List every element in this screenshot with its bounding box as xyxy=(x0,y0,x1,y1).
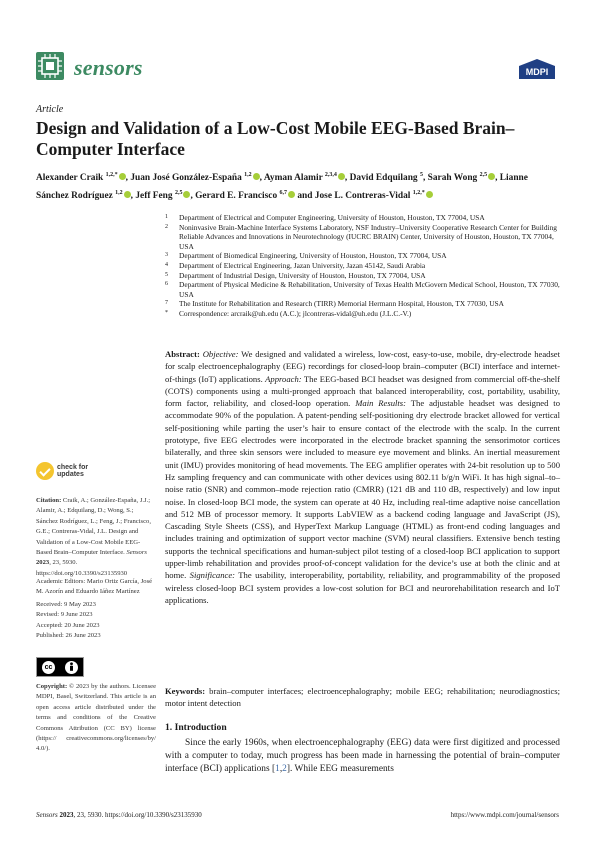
intro-text-b: ]. While EEG measurements xyxy=(286,763,394,774)
author-affiliation-marks: 5 xyxy=(419,172,423,178)
author-affiliation-marks: 1,2 xyxy=(244,172,252,178)
keywords-text: brain–computer interfaces; electroencephalography; mobile EEG; rehabilitation; neurodiagnostics; motor intent detection xyxy=(165,686,560,709)
author-name: Jose L. Contreras-Vidal xyxy=(314,191,411,202)
orcid-icon[interactable] xyxy=(124,191,131,198)
author[interactable] xyxy=(195,191,295,201)
abstract-approach-label: Approach: xyxy=(265,373,302,384)
affiliation-text: The Institute for Rehabilitation and Research (TIRR) Memorial Hermann Hospital, Houston, TX 77030, USA xyxy=(179,299,504,309)
author[interactable] xyxy=(315,191,433,201)
abstract-objective-label: Objective: xyxy=(202,349,239,359)
author-name: Ayman Alamir xyxy=(263,173,323,184)
affiliation-text: Department of Electrical Engineering, Jazan University, Jazan 45142, Saudi Arabia xyxy=(179,260,426,270)
affiliation-item xyxy=(165,251,560,261)
keywords xyxy=(165,685,560,710)
citation-label: Citation: xyxy=(36,497,62,504)
affiliation-number: 4 xyxy=(165,261,168,268)
abstract-results-text: The adjustable headset was designed to accommodate 90% of the population. A patent-pending self-positioning dry electrode bracket allowed for vertical self-positioning while parting the user’s hair to ensure contact of the electrode with the scalp. In the current prototype, five EEG electrodes were incorporated in the electrode bracket spanning the sensorimotor cortices bilaterally, and three skin sensors were included to measure eye movement and blinks. An inertial measurement unit (IMU) provides monitoring of head movements. The EEG amplifier operates with 24-bit resolution up to 500 Hz sampling frequency and can communicate with other devices using 802.11 b/g/n WiFi. It has high signal–to–noise ratio (SNR) and common–mode rejection ratio (CMRR) (121 dB and 110 dB, respectively) and low input noise. In closed-loop BCI mode, the system can operate at 40 Hz, including real-time adaptive noise cancellation and 512 MB of processor memory. It supports LabVIEW as a backend coding language and JavaScript (JS), Cascading Style Sheets (CSS), and HyperText Markup Language (HTML) as front-end coding languages and includes training and optimization of support vector machine (SVM) neural classifiers. Extensive bench testing supports the technical specifications and human-subject pilot testing of a closed-loop BCI application to support upper-limb rehabilitation and provides proof-of-concept validation for the device’s use at both the clinic and at home. xyxy=(165,398,560,581)
affiliation-number: 5 xyxy=(165,271,168,278)
mdpi-logo-icon[interactable] xyxy=(517,58,557,80)
orcid-icon[interactable] xyxy=(119,173,126,180)
abstract-approach-text: The EEG-based BCI headset was designed from commercial off-the-shelf (COTS) components using a multi-pronged approach that balanced interoperability, cost, portability, usability, form factor, reliability, and closed-loop operation. xyxy=(165,373,560,409)
cc-icon: cc xyxy=(42,661,55,674)
received-date: Received: 9 May 2023 xyxy=(36,601,96,608)
copyright-label: Copyright: xyxy=(36,683,68,690)
abstract-significance-text: The usability, interoperability, portability, reliability, and programmability of the proposed wireless closed-loop BCI system provides a low-cost solution for BCI and neurorehabilitation research and IoT applications. xyxy=(165,570,560,605)
author-affiliation-marks: 2,5 xyxy=(174,190,183,197)
footer-journal: Sensors xyxy=(36,811,58,819)
author-affiliation-marks: 2,3,4 xyxy=(324,172,337,178)
author-name: Juan José González-España xyxy=(130,173,242,184)
author-affiliation-marks: 2,5 xyxy=(479,172,488,178)
author[interactable] xyxy=(350,173,423,183)
author-name: Gerard E. Francisco xyxy=(195,191,278,202)
journal-logo-icon xyxy=(36,52,64,80)
author-name: Jeff Feng xyxy=(135,191,173,202)
check-for-updates-button[interactable] xyxy=(36,461,98,481)
affiliation-item xyxy=(165,261,560,271)
keywords-label: Keywords: xyxy=(165,686,206,696)
affiliation-number: 3 xyxy=(165,252,168,259)
citation-block xyxy=(36,496,156,579)
copyright-notice xyxy=(36,682,156,755)
accepted-date: Accepted: 20 June 2023 xyxy=(36,621,100,629)
author-name: Lianne Sánchez Rodríguez xyxy=(36,173,528,202)
abstract-objective-text: We designed and validated a wireless, low-cost, easy-to-use, mobile, dry-electrode headset for scalp electroencephalography (EEG) recordings for closed-loop brain–computer (BCI) interface and internet-of-things (IoT) applications. xyxy=(165,349,560,384)
affiliation-number: 2 xyxy=(165,223,168,230)
intro-text-a: Since the early 1960s, when electroencephalography (EEG) data were first digitized and processed with a computer to today, much progress has been made in harnessing the potential of brain–computer interface (BCI) applications [ xyxy=(165,738,560,774)
revised-date: Revised: 9 June 2023 xyxy=(36,611,93,619)
affiliation-item xyxy=(165,280,560,299)
orcid-icon[interactable] xyxy=(253,173,260,180)
article-type: Article xyxy=(36,104,64,115)
journal-name[interactable]: sensors xyxy=(74,55,143,80)
check-updates-line1: check for xyxy=(57,463,89,471)
author-list: Alexander Craik $^{1,2,*}$ , Juan José González-España $^{1,2}$ , Ayman Alamir $^{2,3,4}$ , David Edquilang $^5$, Sarah Wong $^{2,5}$ , Lianne Sánchez Rodríguez $^{1,2}$ , Jeff Feng $^{2,5}$ , Gerard E. Francisco $^{6,7}$ and Jose L. Contreras-Vidal $^{1,2,*}$ xyxy=(36,172,528,202)
academic-editors: Academic Editors: Mario Ortiz García, José M. Azorín and Eduardo Iáñez Martínez xyxy=(36,578,153,596)
author-affiliation-marks: 1,2,* xyxy=(412,190,425,197)
affiliation-text: Department of Biomedical Engineering, University of Houston, Houston, TX 77004, USA xyxy=(179,251,447,261)
citation-text: Craik, A.; González-España, J.J.; Alamir, A.; Edquilang, D.; Wong, S.; Sánchez Rodríguez, L.; Feng, J.; Francisco, G.E.; Contreras-Vidal, J.L. Design and Validation of a Low-Cost Mobile EEG-Based Brain–Computer Interface. xyxy=(36,497,151,557)
author[interactable] xyxy=(428,173,495,183)
affiliation-text: Noninvasive Brain-Machine Interface Systems Laboratory, NSF Industry–University Cooperative Research Center for Building Reliable Advances and Innovations in Neurotechnology (IUCRC BRAIN) Center, University of Houston, Houston, TX 77004, USA xyxy=(179,222,557,251)
affiliation-item xyxy=(165,213,560,223)
author-name: David Edquilang xyxy=(349,173,418,184)
author-affiliation-marks: 1,2 xyxy=(115,190,123,197)
abstract-results-label: Main Results: xyxy=(355,398,406,409)
author[interactable] xyxy=(36,173,126,183)
check-updates-icon xyxy=(36,462,54,480)
author-affiliation-marks: 6,7 xyxy=(279,190,287,197)
citation-journal: Sensors xyxy=(126,549,147,557)
footer-journal-url[interactable]: https://www.mdpi.com/journal/sensors xyxy=(450,811,559,819)
affiliation-item xyxy=(165,309,560,319)
citation-link-2[interactable]: 2 xyxy=(282,763,287,774)
orcid-icon[interactable] xyxy=(488,173,495,180)
author-name: Alexander Craik xyxy=(36,173,104,184)
orcid-icon[interactable] xyxy=(183,191,190,198)
orcid-icon[interactable] xyxy=(426,191,433,198)
affiliation-number: 1 xyxy=(165,214,168,220)
affiliation-list xyxy=(165,213,560,319)
author-affiliation-marks: 1,2,* xyxy=(105,172,118,178)
footer-year: 2023 xyxy=(57,811,74,819)
affiliation-text: Correspondence: arcraik@uh.edu (A.C.); jlcontreras-vidal@uh.edu (J.L.C.-V.) xyxy=(179,308,412,318)
citation-link-1[interactable]: 1 xyxy=(275,763,280,774)
section-heading-introduction: 1. Introduction xyxy=(165,722,227,733)
paper-title: Design and Validation of a Low-Cost Mobile EEG-Based Brain–Computer Interface xyxy=(36,118,515,159)
affiliation-text: Department of Physical Medicine & Rehabilitation, University of Texas Health McGovern Medical School, Houston, TX 77030, USA xyxy=(179,280,560,299)
affiliation-number: 7 xyxy=(165,300,168,307)
author[interactable] xyxy=(130,173,259,183)
affiliation-text: Department of Electrical and Computer Engineering, University of Houston, Houston, TX 77004, USA xyxy=(179,213,485,222)
check-updates-line2: updates xyxy=(57,471,84,478)
affiliation-text: Department of Industrial Design, University of Houston, Houston, TX 77004, USA xyxy=(179,270,426,280)
affiliation-item xyxy=(165,271,560,281)
abstract-label: Abstract: xyxy=(165,349,200,359)
author[interactable] xyxy=(264,173,345,183)
cc-by-license-badge[interactable] xyxy=(36,657,84,677)
publisher-logo-text: MDPI xyxy=(525,67,549,77)
affiliation-item xyxy=(165,299,560,309)
footer-citation xyxy=(36,811,202,819)
orcid-icon[interactable] xyxy=(288,191,295,198)
author-name: Sarah Wong xyxy=(427,173,478,184)
copyright-text: © 2023 by the authors. Licensee MDPI, Basel, Switzerland. This article is an open access article distributed under the terms and conditions of the Creative Commons Attribution (CC BY) license (https:// creativecommons.org/licenses/by/ 4.0/). xyxy=(36,683,156,753)
by-attribution-icon xyxy=(65,661,78,674)
affiliation-item xyxy=(165,223,560,252)
author[interactable] xyxy=(135,191,190,201)
abstract xyxy=(165,348,560,606)
publication-dates xyxy=(36,600,156,642)
citation-doi[interactable]: , 23, 5930. https://doi.org/10.3390/s23135930 xyxy=(36,559,128,577)
orcid-icon[interactable] xyxy=(338,173,345,180)
affiliation-number: 6 xyxy=(165,281,168,288)
citation-separator: , xyxy=(279,763,283,774)
affiliation-number: * xyxy=(165,309,168,316)
abstract-significance-label: Significance: xyxy=(189,570,236,581)
citation-year: 2023 xyxy=(36,559,50,567)
published-date: Published: 26 June 2023 xyxy=(36,632,101,640)
footer-doi[interactable]: , 23, 5930. https://doi.org/10.3390/s23135930 xyxy=(73,811,202,819)
introduction-paragraph xyxy=(165,737,560,775)
